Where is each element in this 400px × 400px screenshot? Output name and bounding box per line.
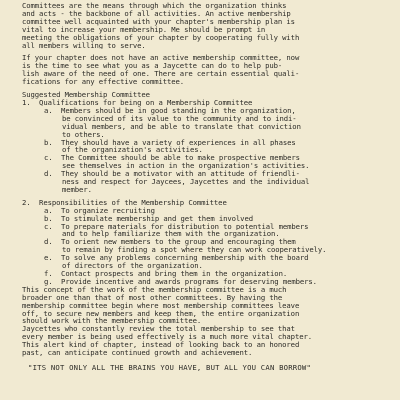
suggested-heading: Suggested Membership Committee xyxy=(22,91,150,99)
text-line: meeting the obligations of your chapter by cooperating fully with xyxy=(22,33,300,42)
text-line: This concept of the work of the membership committee is a much xyxy=(22,285,287,294)
list-item-line: e. To solve any problems concerning membership with the board xyxy=(44,254,309,263)
list-item-line: d. To orient new members to the group and encouraging them xyxy=(44,238,296,247)
text-line: is the time to see what you as a Jaycette can do to help pub- xyxy=(22,62,283,71)
concept-paragraph xyxy=(22,286,390,326)
list-item-line: be convinced of its value to the community and to indi- xyxy=(62,114,297,123)
text-line: committee well acquainted with your chapter's membership plan is xyxy=(22,17,295,26)
list-item-line: a. To organize recruiting xyxy=(44,206,155,215)
list-item-line: c. The Committee should be able to make prospective members xyxy=(44,154,300,163)
text-line: broader one than that of most other committees. By having the xyxy=(22,293,283,302)
list-item-line: f. Contact prospects and bring them in the organization. xyxy=(44,270,288,278)
text-line: If your chapter does not have an active membership committee, now xyxy=(22,54,300,63)
list-item-line: g. Provide incentive and awards programs for deserving members. xyxy=(44,277,317,286)
list-item-line: d. They should be a motivator with an attitude of friendli- xyxy=(44,170,300,179)
intro-paragraph xyxy=(22,2,390,49)
section-1-list xyxy=(22,107,390,194)
review-paragraph xyxy=(22,325,390,357)
text-line: and acts - the backbone of all activities. An active membership xyxy=(22,9,291,18)
list-item xyxy=(22,170,390,194)
text-line: vital to increase your membership. Me should be prompt in xyxy=(22,25,266,34)
list-item-line: of the organization's activities. xyxy=(62,146,203,155)
text-line: Committees are the means through which the organization thinks xyxy=(22,2,287,10)
list-item xyxy=(22,107,390,139)
text-line: off, to secure new members and keep them, the entire organization xyxy=(22,309,300,318)
text-line: should work with the membership committee. xyxy=(22,317,202,326)
text-line: fications for any effective committee. xyxy=(22,78,185,87)
list-item-line: to remain by finding a spot where they can work cooperatively. xyxy=(62,246,327,255)
list-item xyxy=(22,139,390,155)
text-line: every member is being used effectively is a much more vital chapter. xyxy=(22,333,313,342)
list-item-line: and to help familiarize them with the organization. xyxy=(62,230,280,239)
committee-need-paragraph xyxy=(22,54,390,86)
list-item-line: member. xyxy=(62,185,92,194)
list-item xyxy=(22,154,390,170)
list-item-line: b. To stimulate membership and get them involved xyxy=(44,214,253,223)
section-1-heading: 1. Qualifications for being on a Membership Committee xyxy=(22,98,253,107)
text-line: Jaycettes who constantly review the total membership to see that xyxy=(22,325,295,334)
footer-quote: "ITS NOT ONLY ALL THE BRAINS YOU HAVE, BUT ALL YOU CAN BORROW" xyxy=(28,363,312,372)
text-line: all members willing to serve. xyxy=(22,41,146,50)
section-2-heading: 2. Responsibilities of the Membership Committee xyxy=(22,198,227,207)
list-item-line: ness and respect for Jaycees, Jaycettes and the individual xyxy=(62,178,310,186)
text-line: lish aware of the need of one. There are certain essential quali- xyxy=(22,70,300,79)
text-line: membership committee begin where most membership committees leave xyxy=(22,301,300,310)
list-item-line: b. They should have a variety of experiences in all phases xyxy=(44,138,296,147)
text-line: past, can anticipate continued growth and achievement. xyxy=(22,349,253,357)
list-item-line: a. Members should be in good standing in the organization, xyxy=(44,106,296,115)
list-item-line: vidual members, and be able to translate that conviction xyxy=(62,122,301,131)
text-line: This alert kind of chapter, instead of looking back to an honored xyxy=(22,341,300,350)
section-2-list xyxy=(22,207,390,286)
list-item-line: of directors of the organization. xyxy=(62,262,203,270)
list-item-line: to others. xyxy=(62,130,105,139)
list-item-line: c. To prepare materials for distribution to potential members xyxy=(44,222,309,231)
list-item-line: see themselves in action in the organization's activities. xyxy=(62,162,310,171)
